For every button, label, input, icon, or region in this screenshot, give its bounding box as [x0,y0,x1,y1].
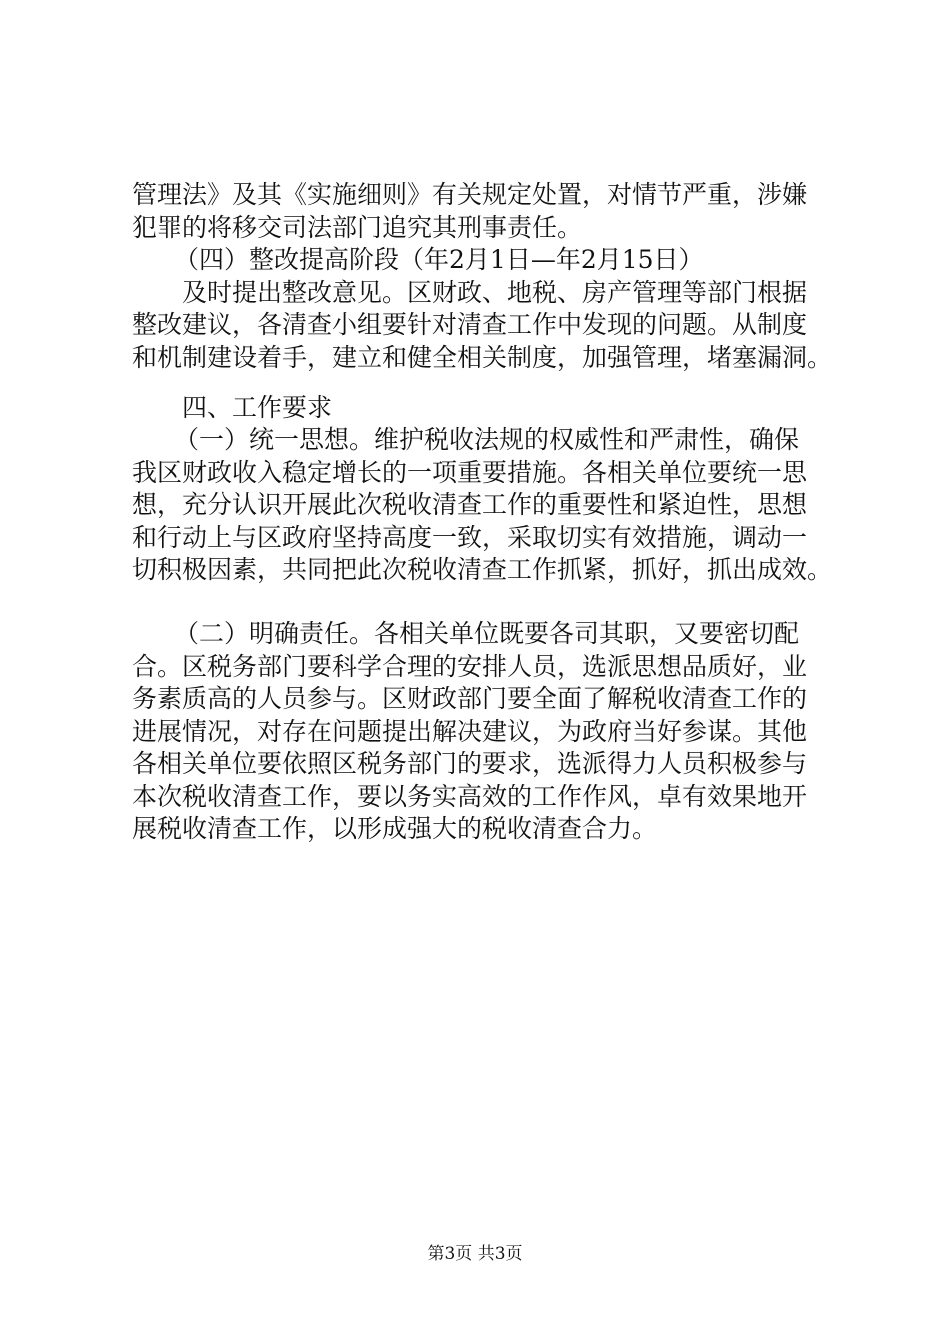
body-line-15: 务素质高的人员参与。区财政部门要全面了解税收清查工作的 [132,684,808,713]
body-line-10: 想，充分认识开展此次税收清查工作的重要性和紧迫性，思想 [132,490,808,519]
section-heading-rectification: （四）整改提高阶段（年2月1日—年2月15日） [174,245,704,274]
body-line-11: 和行动上与区政府坚持高度一致，采取切实有效措施，调动一 [132,523,808,552]
page-number-footer: 第3页 共3页 [427,1244,523,1264]
section-heading-work-requirements: 四、工作要求 [182,393,333,422]
body-line-18: 本次税收清查工作，要以务实高效的工作作风，卓有效果地开 [132,782,808,811]
body-line-12: 切积极因素，共同把此次税收清查工作抓紧，抓好，抓出成效。 [132,555,833,584]
body-line-4: 及时提出整改意见。区财政、地税、房产管理等部门根据 [182,278,808,307]
body-line-1: 管理法》及其《实施细则》有关规定处置，对情节严重，涉嫌 [132,180,808,209]
body-line-8: （一）统一思想。维护税收法规的权威性和严肃性，确保 [174,425,800,454]
body-line-6: 和机制建设着手，建立和健全相关制度，加强管理，堵塞漏洞。 [132,343,833,372]
body-line-17: 各相关单位要依照区税务部门的要求，选派得力人员积极参与 [132,749,808,778]
body-line-14: 合。区税务部门要科学合理的安排人员，选派思想品质好，业 [132,652,808,681]
body-line-2: 犯罪的将移交司法部门追究其刑事责任。 [132,213,583,242]
body-line-16: 进展情况，对存在问题提出解决建议，为政府当好参谋。其他 [132,717,808,746]
body-line-9: 我区财政收入稳定增长的一项重要措施。各相关单位要统一思 [132,458,808,487]
body-line-5: 整改建议，各清查小组要针对清查工作中发现的问题。从制度 [132,310,808,339]
body-line-19: 展税收清查工作，以形成强大的税收清查合力。 [132,814,658,843]
body-line-13: （二）明确责任。各相关单位既要各司其职，又要密切配 [174,619,800,648]
